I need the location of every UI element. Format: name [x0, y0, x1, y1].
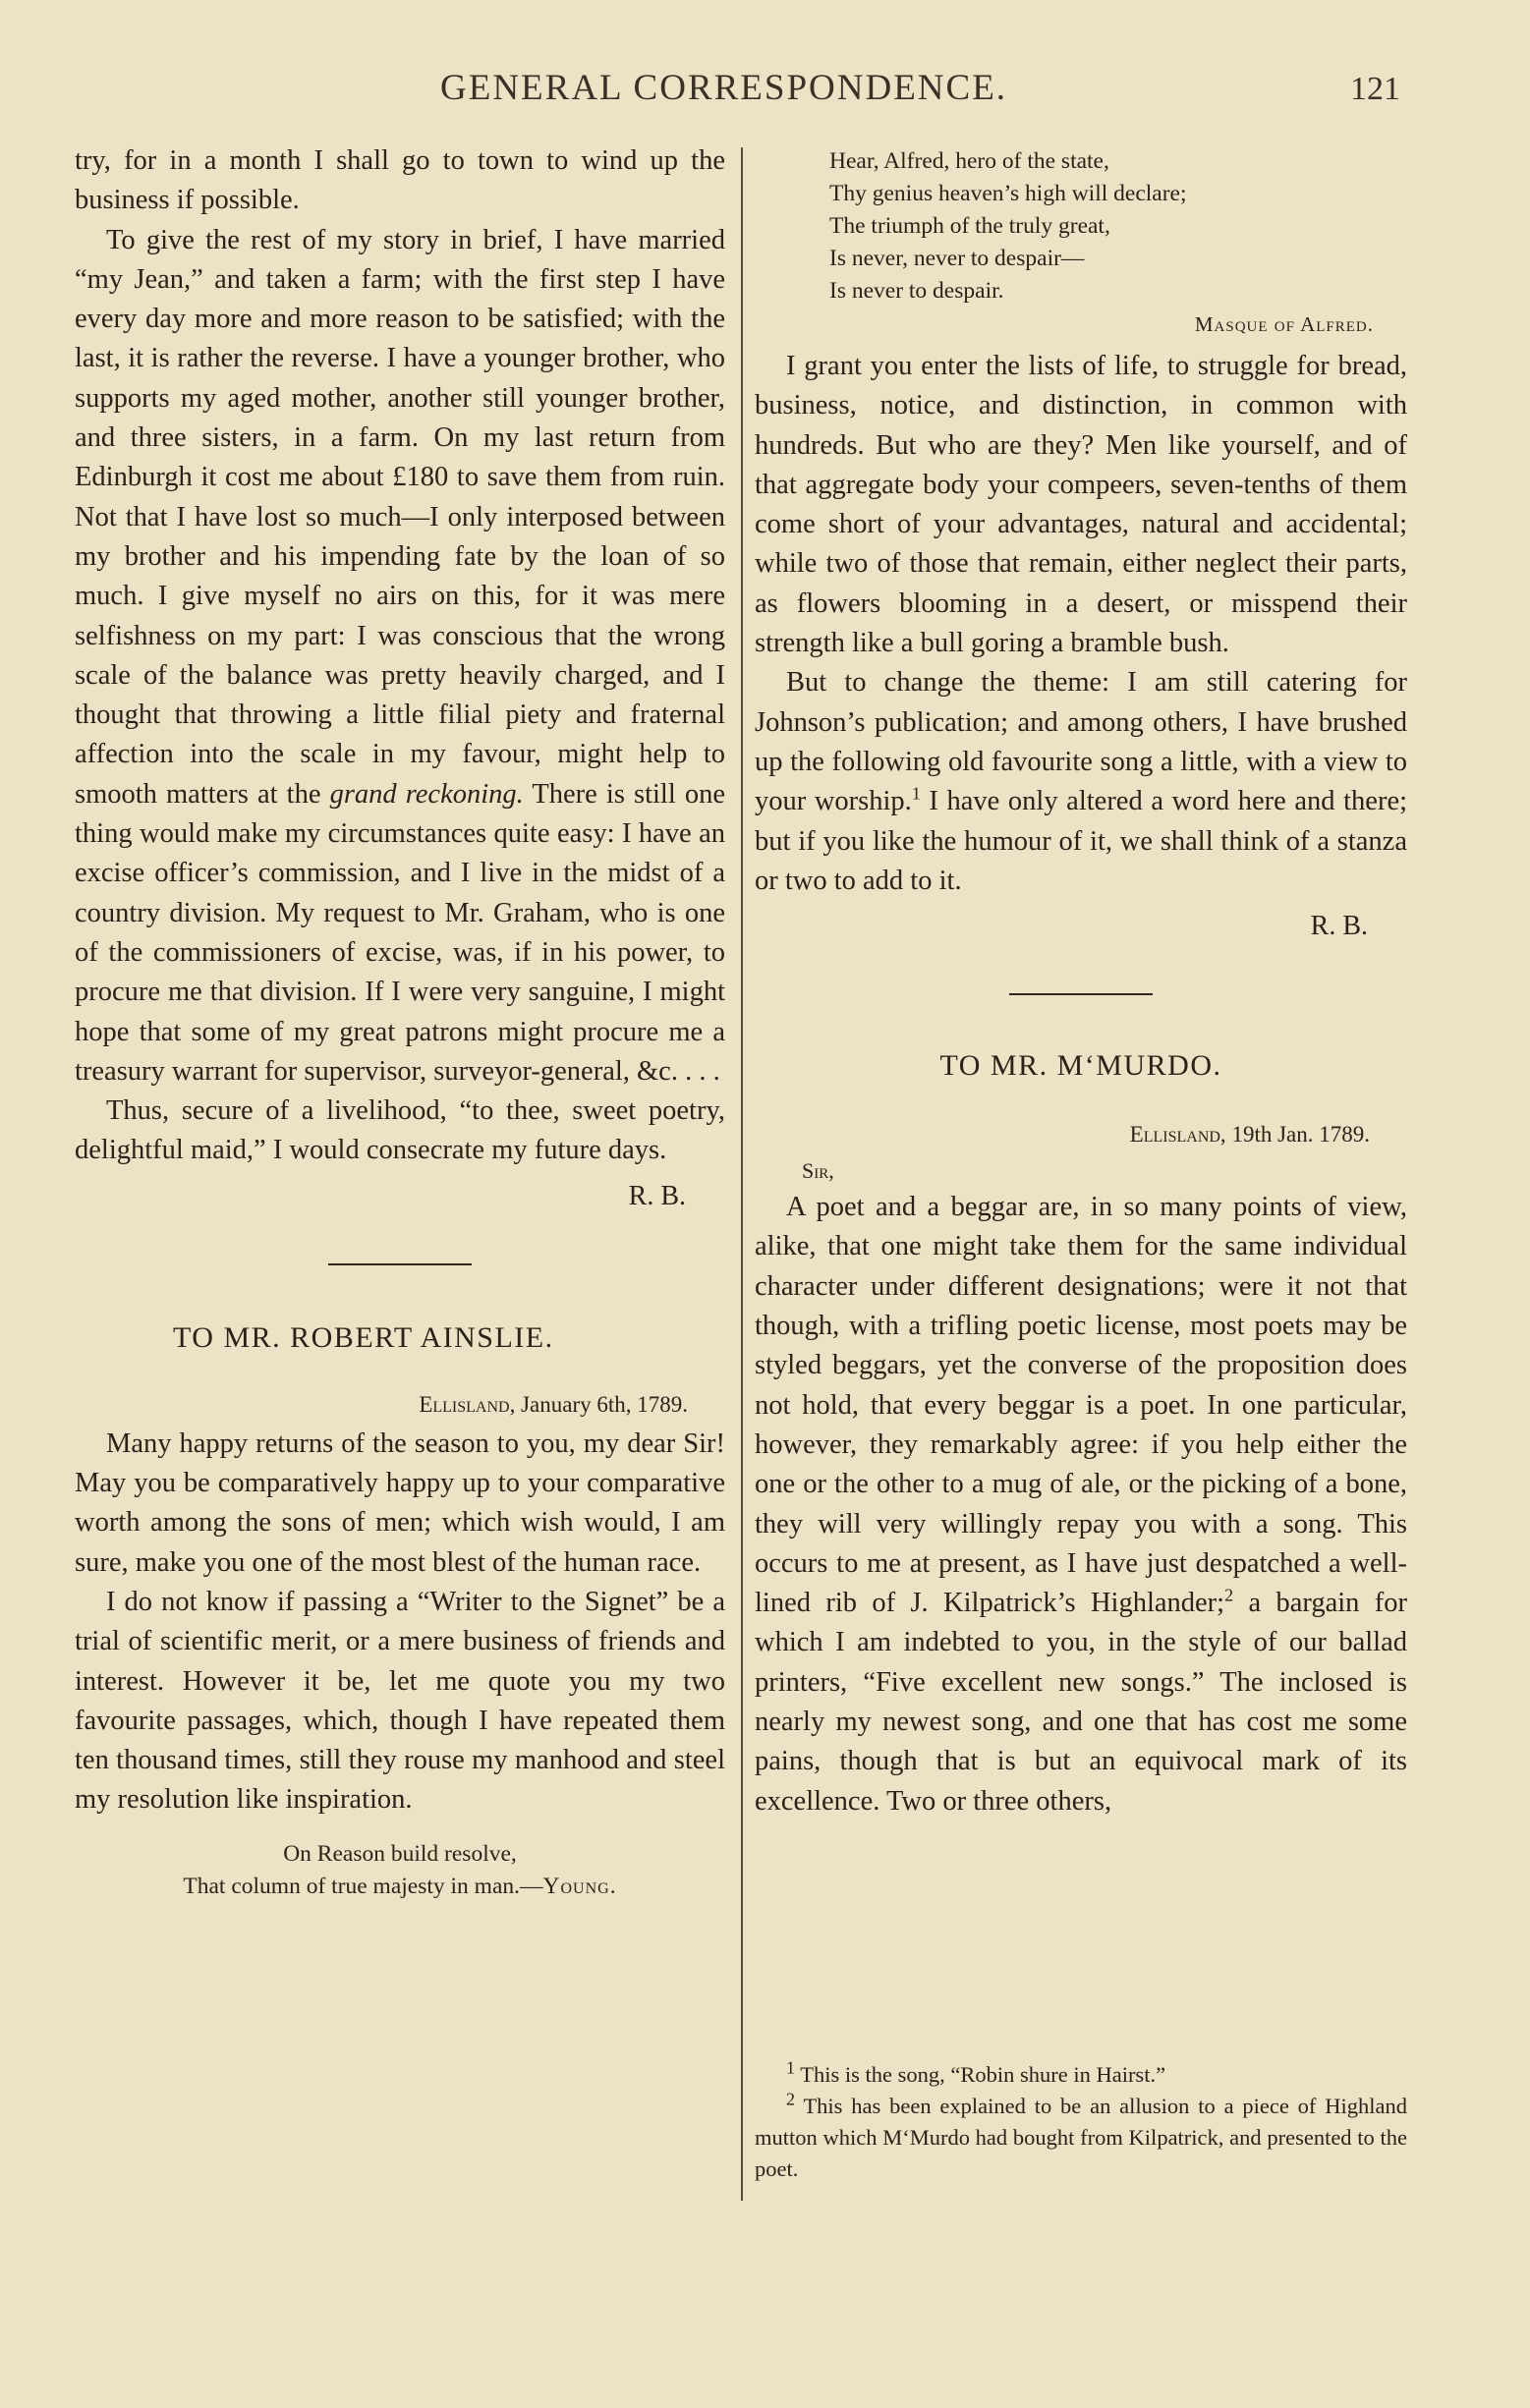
- paragraph: I do not know if passing a “Writer to the Signet” be a trial of scientific merit, or a mere business of friends and interest. However it be, let me quote you my two favourite passages, which, though I have repeated them ten thousand times, still they rouse my manhood and steel my resolution like inspiration.: [75, 1586, 725, 1816]
- paragraph-text: a bargain for which I am indebted to you, in the style of our ballad printers, “Five excellent new songs.” The inclosed is nearly my newest song, and one that has cost me some pains, though that is but an equivocal mark of its excellence. Two or three others,: [755, 1588, 1407, 1817]
- paragraph-text: I have only altered a word here and there; but if you like the humour of it, we shall think of a stanza or two to add to it.: [755, 786, 1408, 896]
- paragraph-text: There is still one thing would make my circumstances quite easy: I have an excise officer’s commission, and I live in the midst of a country division. My request to Mr. Graham, who is one of the commissioners of excise, was, if in his power, to procure me that division. If I were very sanguine, I might hope that some of my great patrons might procure me a treasury warrant for supervisor, surveyor-general, &c. . . .: [75, 778, 725, 1087]
- left-column: [75, 141, 725, 1903]
- letter-heading: TO MR. M‘MURDO.: [939, 1049, 1222, 1083]
- dateline: [75, 1385, 725, 1425]
- verse-line: On Reason build resolve,: [283, 1840, 517, 1867]
- verse-attribution: [755, 309, 1407, 339]
- footnote: [755, 2059, 1407, 2091]
- running-title: GENERAL CORRESPONDENCE.: [440, 68, 1008, 108]
- salutation: Sir,: [802, 1158, 834, 1184]
- verse-line: Is never, never to despair—: [829, 246, 1085, 271]
- dateline-place: Ellisland,: [1129, 1122, 1226, 1148]
- paragraph: [755, 663, 1407, 901]
- footnote-number: 2: [786, 2089, 795, 2109]
- signature: R. B.: [1310, 911, 1368, 942]
- paragraph: [75, 221, 725, 1092]
- footnote-marker: 1: [911, 783, 921, 804]
- verse-line: Is never to despair.: [829, 278, 1004, 304]
- footnote-number: 1: [786, 2057, 795, 2078]
- quoted-verse: [75, 1838, 725, 1903]
- dateline-place: Ellisland,: [419, 1391, 516, 1417]
- quoted-verse: [755, 145, 1407, 308]
- paragraph: [755, 1188, 1407, 1821]
- paragraph: Many happy returns of the season to you, my dear Sir! May you be comparatively happy up to your comparative worth among the sons of men; which wish would, I am sure, make you one of the most blest of the human race.: [75, 1428, 725, 1578]
- verse-line: The triumph of the truly great,: [829, 213, 1110, 239]
- paragraph: try, for in a month I shall go to town to wind up the business if possible.: [75, 145, 725, 216]
- verse-line: Thy genius heaven’s high will declare;: [829, 181, 1187, 206]
- italic-phrase: grand reckoning.: [329, 778, 524, 810]
- footnote-text: This has been explained to be an allusion to a piece of Highland mutton which M‘Murdo had bought from Kilpatrick, and presented to the poet.: [755, 2094, 1407, 2181]
- dateline-date: 19th Jan. 1789.: [1231, 1122, 1370, 1148]
- verse-line: [75, 1871, 725, 1903]
- paragraph: I grant you enter the lists of life, to struggle for bread, business, notice, and distinction, in common with hundreds. But who are they? Men like yourself, and of that aggregate body your compeers, seven-tenths of them come short of your advantages, natural and accidental; while two of those that remain, either neglect their parts, as flowers blooming in a desert, or misspend their strength like a bull goring a bramble bush.: [755, 351, 1407, 659]
- paragraph-text: A poet and a beggar are, in so many points of view, alike, that one might take them for the same individual character under different designations; were it not that though, with a trifling poetic license, most poets may be styled beggars, yet the converse of the proposition does not hold, that every beggar is a poet. In one particular, however, they remarkably agree: if you help either the one or the other to a mug of ale, or the picking of a bone, they will very willingly repay you with a song. This occurs to me at present, as I have just despatched a well-lined rib of J. Kilpatrick’s Highlander;: [755, 1192, 1407, 1619]
- verse-line: Hear, Alfred, hero of the state,: [829, 148, 1109, 174]
- letter-heading: TO MR. ROBERT AINSLIE.: [173, 1320, 554, 1354]
- footnote: [755, 2091, 1407, 2185]
- paragraph: Thus, secure of a livelihood, “to thee, sweet poetry, delightful maid,” I would consecrate my future days.: [75, 1095, 725, 1166]
- verse-attribution: Young.: [542, 1873, 617, 1899]
- section-rule: [1009, 993, 1153, 995]
- dateline: [755, 1115, 1407, 1154]
- right-column: [755, 145, 1407, 1821]
- verse-attribution-text: Masque of Alfred.: [1194, 312, 1374, 336]
- paragraph-text: But to change the theme: I am still catering for Johnson’s publication; and among others, I have brushed up the following old favourite song a little, with a view to your worship.: [755, 667, 1407, 817]
- footnote-text: This is the song, “Robin shure in Hairst.”: [800, 2062, 1166, 2087]
- verse-text: That column of true majesty in man.—: [183, 1873, 543, 1899]
- paragraph-text: To give the rest of my story in brief, I have married “my Jean,” and taken a farm; with the first step I have every day more and more reason to be satisfied; with the last, it is rather the reverse. I have a younger brother, who supports my aged mother, another still younger brother, and three sisters, in a farm. On my last return from Edinburgh it cost me about £180 to save them from ruin. Not that I have lost so much—I only interposed between my brother and his impending fate by the loan of so much. I give myself no airs on this, for it was mere selfishness on my part: I was conscious that the wrong scale of the balance was pretty heavily charged, and I thought that throwing a little filial piety and fraternal affection into the scale in my favour, might help to smooth matters at the: [75, 224, 725, 810]
- page-number: 121: [1350, 71, 1400, 107]
- page-header: [0, 67, 1530, 126]
- column-divider: [741, 147, 743, 2201]
- footnotes: [755, 2059, 1407, 2185]
- section-rule: [328, 1263, 472, 1265]
- footnote-marker: 2: [1224, 1585, 1234, 1605]
- signature: R. B.: [628, 1180, 686, 1211]
- dateline-date: January 6th, 1789.: [521, 1391, 688, 1417]
